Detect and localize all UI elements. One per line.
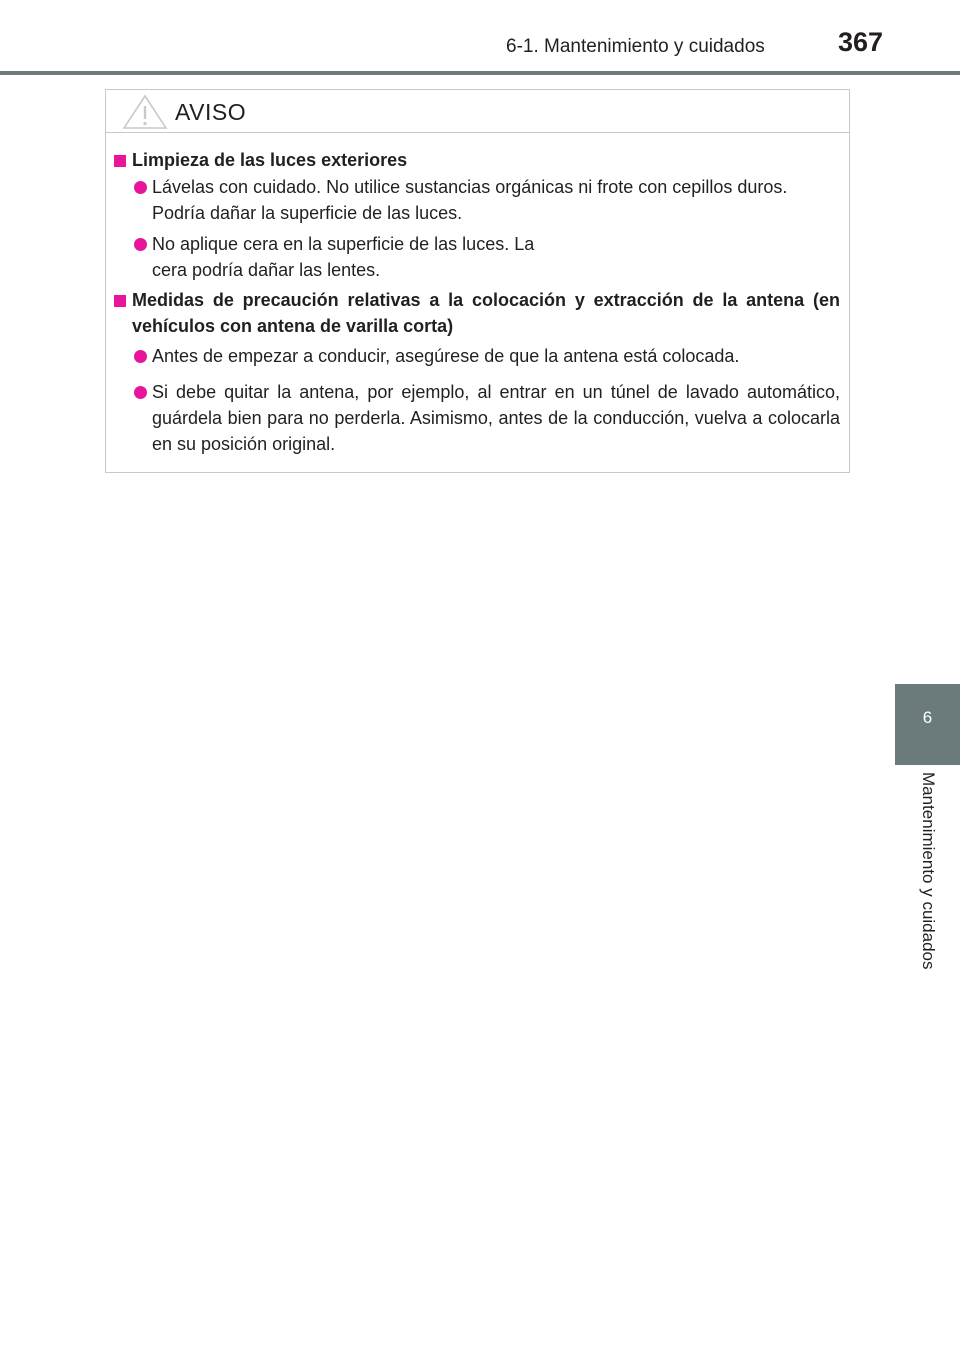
bullet-dot-icon bbox=[134, 181, 147, 194]
warning-box bbox=[105, 89, 850, 473]
warning-triangle-icon bbox=[122, 94, 168, 135]
header-section-title: 6-1. Mantenimiento y cuidados bbox=[506, 36, 765, 57]
section-heading: Medidas de precaución relativas a la colocación y extracción de la antena (en vehículos con antena de varilla corta) bbox=[132, 290, 840, 336]
warning-title: AVISO bbox=[175, 99, 247, 125]
bullet-text: Si debe quitar la antena, por ejemplo, al entrar en un túnel de lavado automático, guárdela bien para no perderla. Asimismo, antes de la conducción, vuelva a colocarla en su posición original. bbox=[152, 382, 840, 454]
page-number: 367 bbox=[838, 27, 884, 57]
warning-header bbox=[106, 90, 849, 133]
chapter-tab bbox=[895, 684, 960, 765]
section-marker-icon bbox=[114, 155, 126, 167]
bullet-dot-icon bbox=[134, 350, 147, 363]
chapter-label: Mantenimiento y cuidados bbox=[919, 772, 938, 970]
bullet-text: Antes de empezar a conducir, asegúrese de que la antena está colocada. bbox=[152, 346, 740, 366]
bullet-text: No aplique cera en la superficie de las luces. La cera podría dañar las lentes. bbox=[152, 234, 535, 280]
bullet-dot-icon bbox=[134, 238, 147, 251]
header-rule bbox=[0, 71, 960, 75]
bullet-dot-icon bbox=[134, 386, 147, 399]
chapter-number: 6 bbox=[922, 708, 933, 727]
section-marker-icon bbox=[114, 295, 126, 307]
bullet-text: Lávelas con cuidado. No utilice sustancias orgánicas ni frote con cepillos duros. Podría dañar la superficie de las luces. bbox=[152, 177, 788, 223]
section-heading: Limpieza de las luces exteriores bbox=[132, 150, 408, 170]
